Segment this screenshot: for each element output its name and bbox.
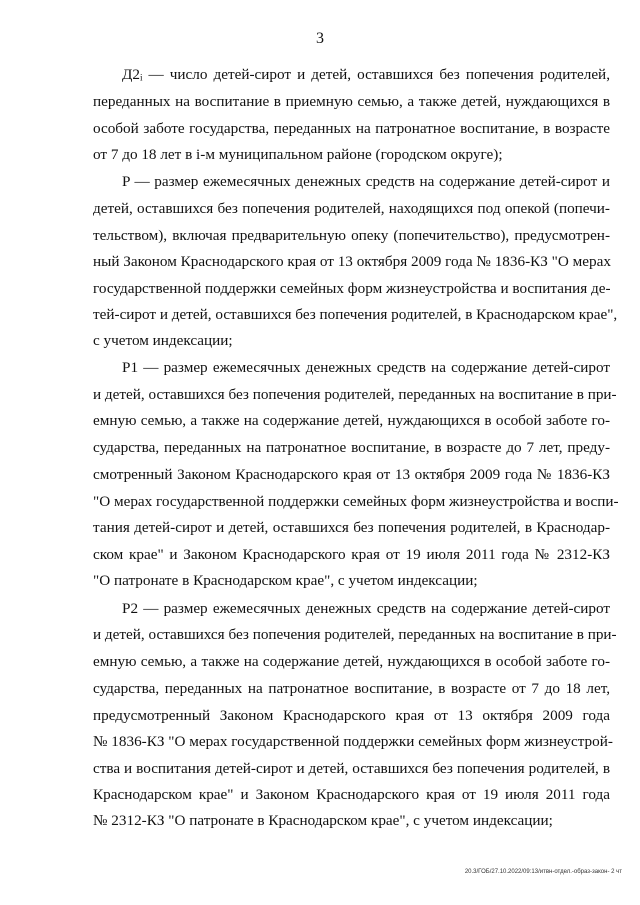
- text-line: от 7 до 18 лет в i-м муниципальном районе (городском округе);: [93, 146, 503, 163]
- text-line: № 1836-КЗ "О мерах государственной поддержки семейных форм жизнеустрой-: [93, 733, 613, 750]
- text-line: ный Законом Краснодарского края от 13 октября 2009 года № 1836-КЗ "О мерах: [93, 253, 611, 270]
- text-line: емную семью, а также на содержание детей, нуждающихся в особой заботе го-: [93, 412, 610, 429]
- text-line: сударства, переданных на патронатное воспитание, в возрасте до 7 лет, преду-: [93, 439, 610, 456]
- text-line: ском крае" и Законом Краснодарского края от 19 июля 2011 года № 2312-КЗ: [93, 546, 610, 563]
- text-line: P1 — размер ежемесячных денежных средств на содержание детей-сирот: [122, 359, 610, 376]
- text-line: тельством), включая предварительную опеку (попечительство), предусмотрен-: [93, 227, 610, 244]
- text-line: P2 — размер ежемесячных денежных средств на содержание детей-сирот: [122, 600, 610, 617]
- text-line: емную семью, а также на содержание детей, нуждающихся в особой заботе го-: [93, 653, 610, 670]
- text-line: тей-сирот и детей, оставшихся без попечения родителей, в Краснодарском крае",: [93, 306, 618, 323]
- text-line: "О мерах государственной поддержки семейных форм жизнеустройства и воспи-: [93, 493, 619, 510]
- text-line: ства и воспитания детей-сирот и детей, оставшихся без попечения родителей, в: [93, 760, 610, 777]
- text-line: особой заботе государства, переданных на патронатное воспитание, в возрасте: [93, 120, 610, 137]
- text-line: с учетом индексации;: [93, 332, 233, 349]
- text-line: № 2312-КЗ "О патронате в Краснодарском крае", с учетом индексации;: [93, 812, 553, 829]
- text-line: и детей, оставшихся без попечения родителей, переданных на воспитание в при-: [93, 626, 617, 643]
- footer-stamp: 20.3/ГОБ/27.10.2022/09:13/итвн-отдел.-образ-закон- 2 чт: [464, 869, 622, 875]
- text-line: "О патронате в Краснодарском крае", с учетом индексации;: [93, 572, 478, 589]
- text-line: Краснодарском крае" и Законом Краснодарского края от 19 июля 2011 года: [93, 786, 610, 803]
- text-line: предусмотренный Законом Краснодарского края от 13 октября 2009 года: [93, 707, 610, 724]
- text-line: тания детей-сирот и детей, оставшихся без попечения родителей, в Краснодар-: [93, 519, 610, 536]
- text-line: сударства, переданных на патронатное воспитание, в возрасте от 7 до 18 лет,: [93, 680, 610, 697]
- text-line: детей, оставшихся без попечения родителей, находящихся под опекой (попечи-: [93, 200, 610, 217]
- text-line: государственной поддержки семейных форм жизнеустройства и воспитания де-: [93, 280, 611, 297]
- text-line: Д2ᵢ — число детей-сирот и детей, оставшихся без попечения родителей,: [122, 66, 610, 83]
- text-line: P — размер ежемесячных денежных средств на содержание детей-сирот и: [122, 173, 610, 190]
- page-number: 3: [316, 30, 324, 47]
- text-line: переданных на воспитание в приемную семью, а также детей, нуждающихся в: [93, 93, 610, 110]
- text-line: и детей, оставшихся без попечения родителей, переданных на воспитание в при-: [93, 386, 617, 403]
- text-line: смотренный Законом Краснодарского края от 13 октября 2009 года № 1836-КЗ: [93, 466, 610, 483]
